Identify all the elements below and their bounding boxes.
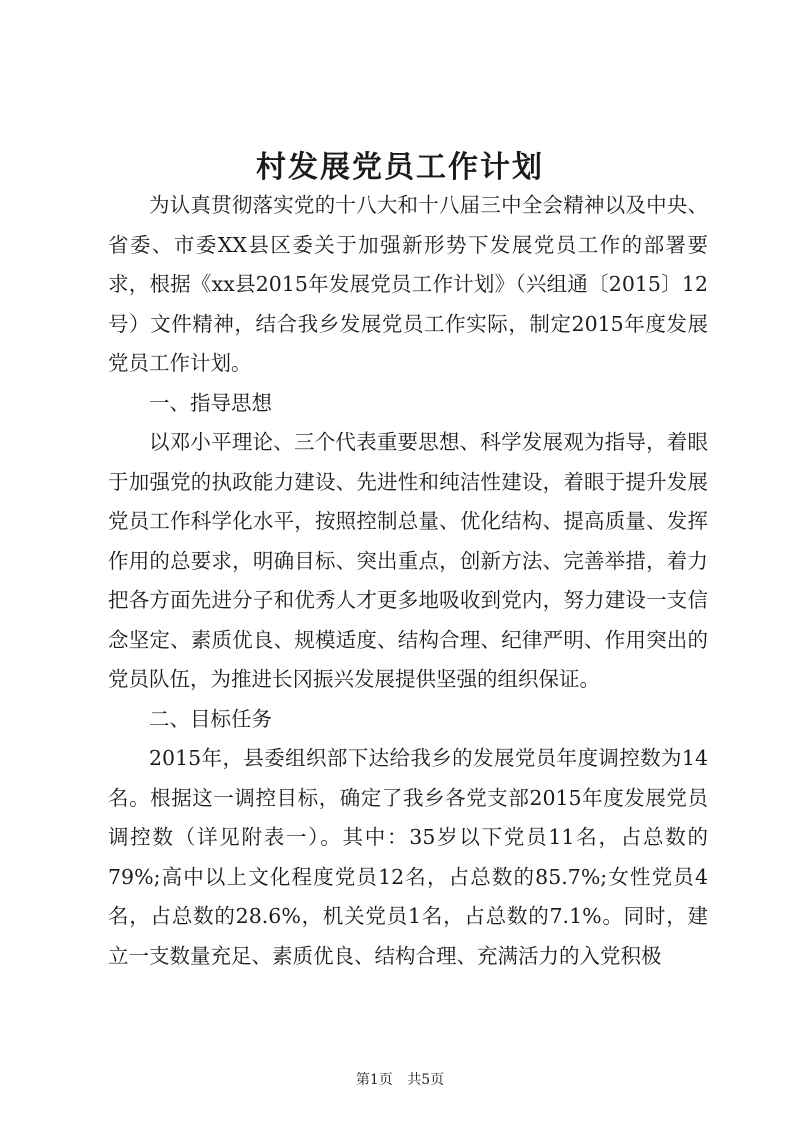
page-footer — [0, 1069, 800, 1089]
page-title: 村发展党员工作计划 — [256, 150, 544, 185]
section-heading-goals-tasks: 二、目标任务 — [149, 706, 272, 731]
section-heading-guiding-ideology: 一、指导思想 — [149, 390, 272, 415]
guiding-ideology-paragraph: 以邓小平理论、三个代表重要思想、科学发展观为指导，着眼于加强党的执政能力建设、先进性和纯洁性建设，着眼于提升发展党员工作科学化水平，按照控制总量、优化结构、提高质量、发挥作用的总要求，明确目标、突出重点，创新方法、完善举措，着力把各方面先进分子和优秀人才更多地吸收到党内，努力建设一支信念坚定、素质优良、规模适度、结构合理、纪律严明、作用突出的党员队伍，为推进长冈振兴发展提供坚强的组织保证。 — [108, 430, 708, 691]
page-number: 第1页 — [355, 1072, 393, 1088]
page-total: 共5页 — [407, 1072, 445, 1088]
intro-paragraph: 为认真贯彻落实党的十八大和十八届三中全会精神以及中央、省委、市委XX县区委关于加强新形势下发展党员工作的部署要求，根据《xx县2015年发展党员工作计划》（兴组通〔2015〕12号）文件精神，结合我乡发展党员工作实际，制定2015年度发展党员工作计划。 — [108, 193, 708, 375]
goals-tasks-paragraph: 2015年，县委组织部下达给我乡的发展党员年度调控数为14名。根据这一调控目标，确定了我乡各党支部2015年度发展党员调控数（详见附表一）。其中：35岁以下党员11名，占总数的79%;高中以上文化程度党员12名，占总数的85.7%;女性党员4名，占总数的28.6%，机关党员1名，占总数的7.1%。同时，建立一支数量充足、素质优良、结构合理、充满活力的入党积极 — [108, 746, 708, 968]
document-body — [108, 186, 708, 976]
